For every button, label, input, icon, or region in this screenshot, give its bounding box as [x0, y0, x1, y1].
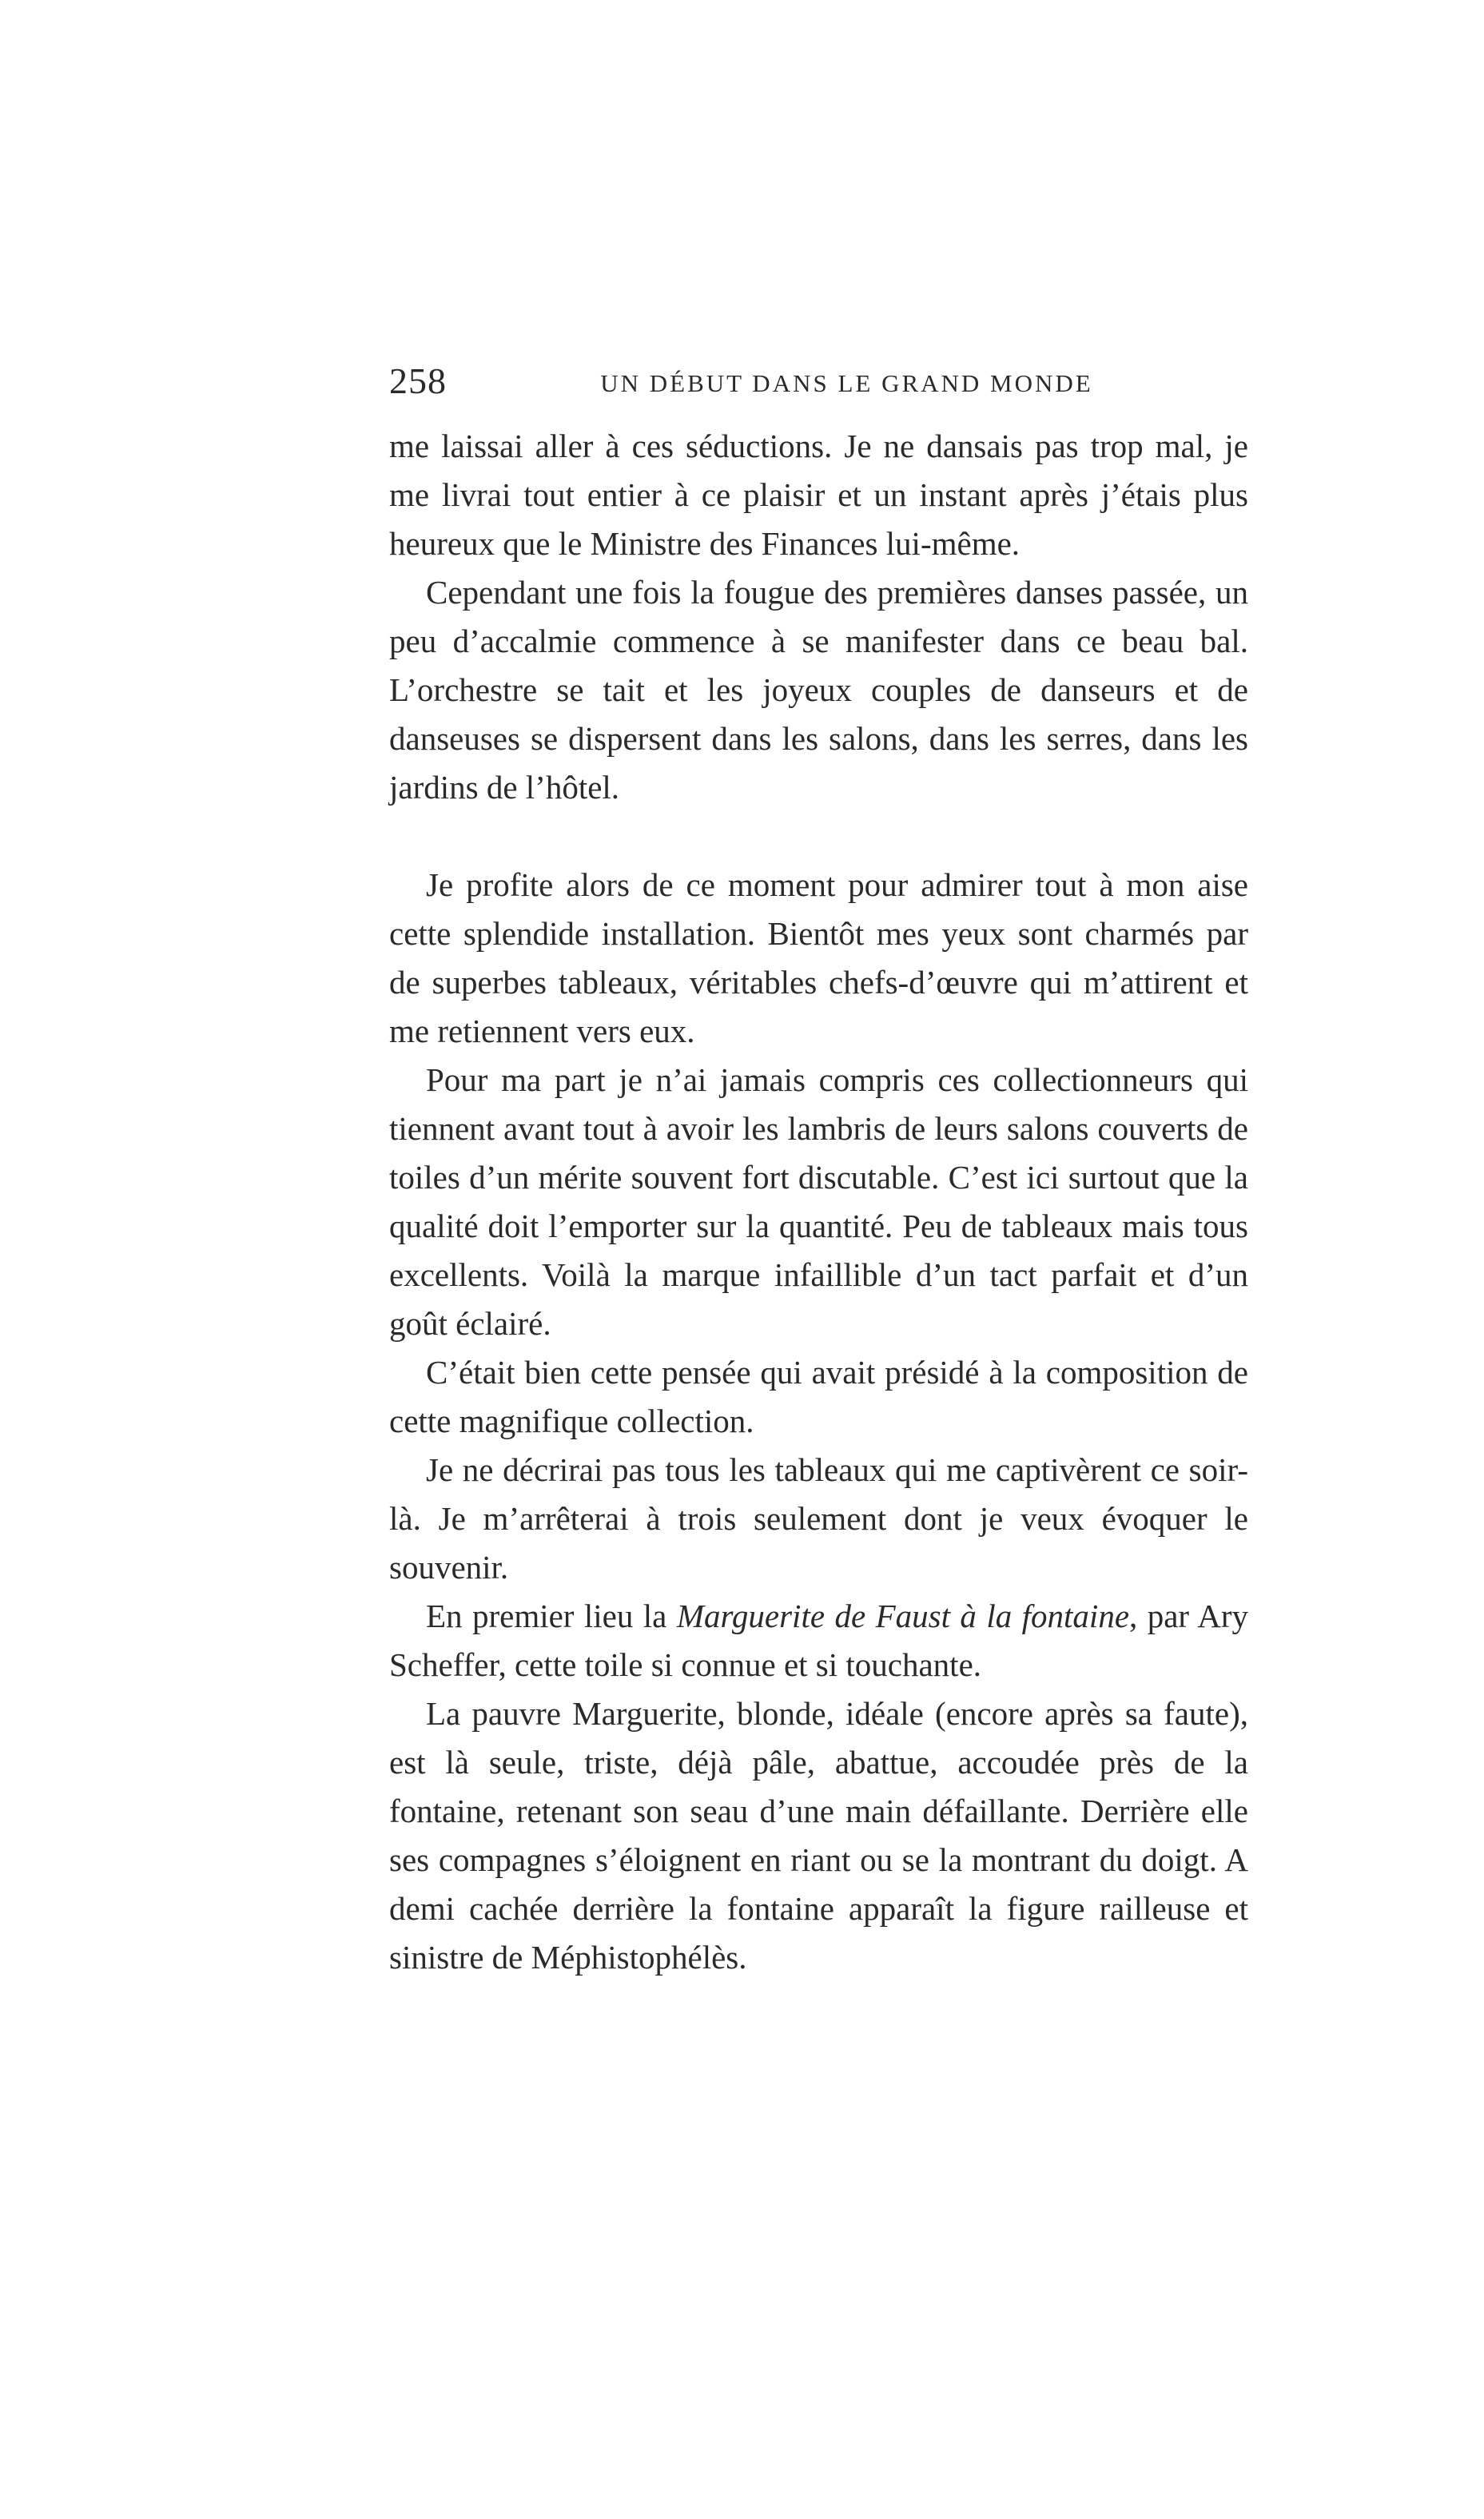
paragraph-6: Je ne décrirai pas tous les tableaux qui me captivèrent ce soir-là. Je m’arrêterai à trois seulement dont je veux évoquer le souvenir. [389, 1451, 1248, 1586]
paragraph-5: C’était bien cette pensée qui avait présidé à la composition de cette magnifique collection. [389, 1354, 1248, 1439]
section-break [389, 812, 1248, 861]
paragraph-4: Pour ma part je n’ai jamais compris ces collectionneurs qui tiennent avant tout à avoir les lambris de leurs salons couverts de toiles d’un mérite souvent fort discutable. C’est ici surtout que la qualité doit l’emporter sur la quantité. Peu de tableaux mais tous excellents. Voilà la marque infaillible d’un tact parfait et d’un goût éclairé. [389, 1061, 1248, 1342]
paragraph-7-lead: En premier lieu la [426, 1598, 677, 1634]
painting-title: Marguerite de Faust à la fontaine [676, 1598, 1130, 1634]
page-header [389, 352, 1248, 416]
paragraph-3: Je profite alors de ce moment pour admirer tout à mon aise cette splendide installation. Bientôt mes yeux sont charmés par de superbes tableaux, véritables chefs-d’œuvre qui m’attirent et me retiennent vers eux. [389, 866, 1248, 1049]
paragraph-8: La pauvre Marguerite, blonde, idéale (encore après sa faute), est là seule, triste, déjà pâle, abattue, accoudée près de la fontaine, retenant son seau d’une main défaillante. Derrière elle ses compagnes s’éloignent en riant ou se la montrant du doigt. A demi cachée derrière la fontaine apparaît la figure railleuse et sinistre de Méphistophélès. [389, 1695, 1248, 1976]
paragraph-2: Cependant une fois la fougue des premières danses passée, un peu d’accalmie commence à se manifester dans ce beau bal. L’orchestre se tait et les joyeux couples de danseurs et de danseuses se dispersent dans les salons, dans les serres, dans les jardins de l’hôtel. [389, 574, 1248, 806]
paragraph-7 [389, 1592, 1248, 1689]
paragraph-1: me laissai aller à ces séductions. Je ne dansais pas trop mal, je me livrai tout entier à ce plaisir et un instant après j’étais plus heureux que le Ministre des Finances lui-même. [389, 428, 1248, 562]
body-text [389, 422, 1248, 1982]
running-title: UN DÉBUT DANS LE GRAND MONDE [600, 369, 1093, 397]
page-number: 258 [389, 360, 447, 401]
paragraph-7-tail: , par Ary Scheffer, cette toile si connue et si touchante. [389, 1598, 1248, 1683]
